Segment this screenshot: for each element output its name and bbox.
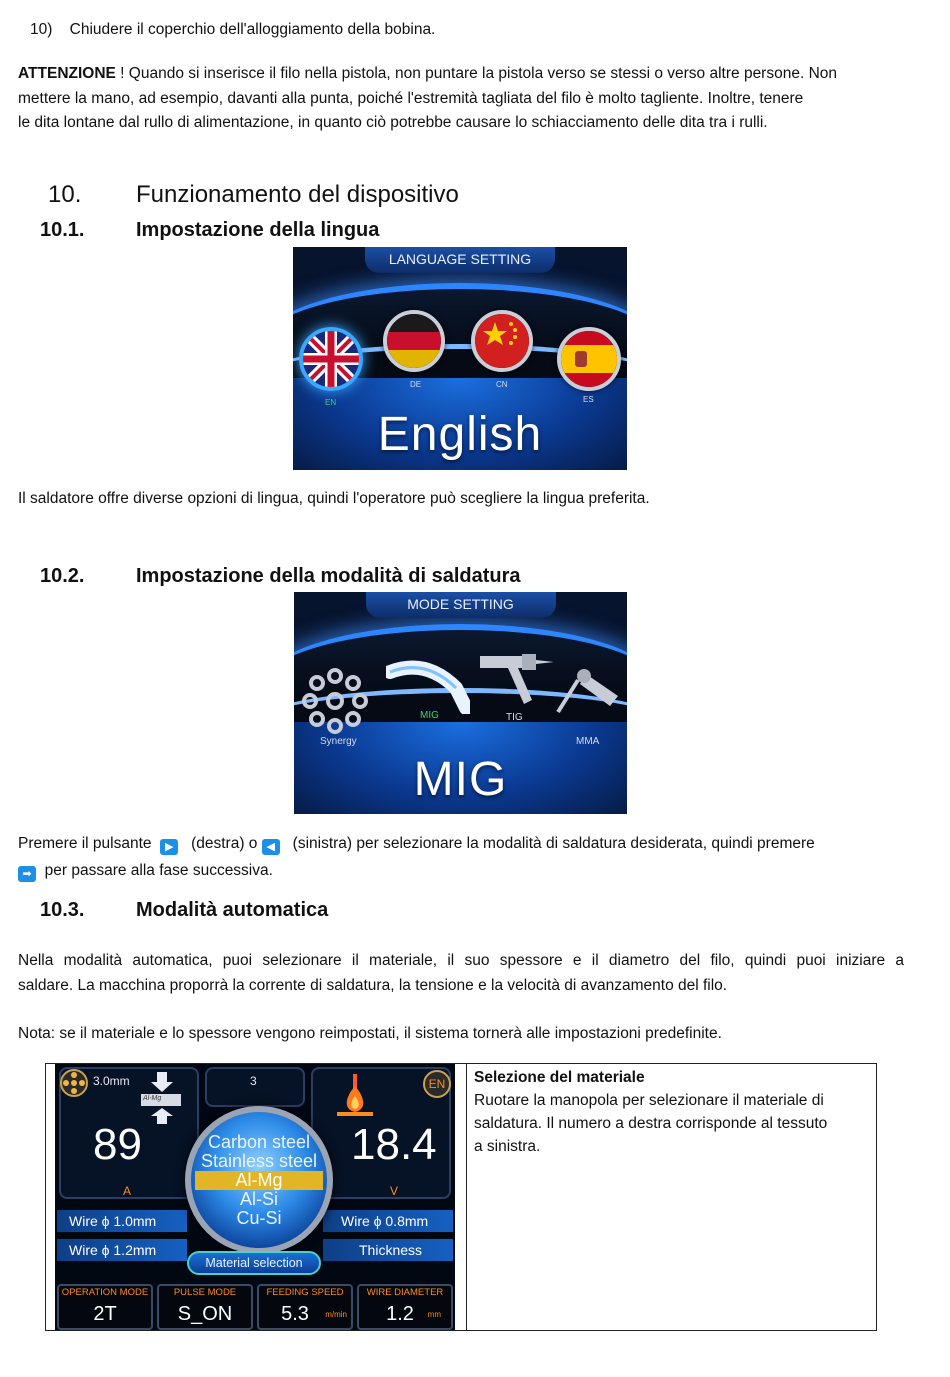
language-paragraph bbox=[18, 487, 650, 512]
wire-option-left-1[interactable]: Wire ϕ 1.0mm bbox=[57, 1210, 187, 1232]
section-heading-10-3 bbox=[40, 899, 328, 922]
mode-text-c: (sinistra) per selezionare la modalità di saldatura desiderata, quindi premere bbox=[292, 835, 815, 852]
mma-holder-icon[interactable] bbox=[556, 666, 622, 723]
germany-flag-icon[interactable] bbox=[383, 310, 445, 372]
current-value: 89 bbox=[93, 1120, 142, 1169]
mode-label-synergy: Synergy bbox=[320, 736, 357, 747]
auto-text-line-2: saldare. La macchina proporrà la corrente di saldatura, la tensione e la velocità di avanzamento del filo. bbox=[18, 976, 728, 994]
param-value: S_ON bbox=[177, 1303, 233, 1325]
param-title: OPERATION MODE bbox=[61, 1287, 149, 1298]
auto-text-line-1: Nella modalità automatica, puoi selezionare il materiale, il suo spessore e il diametro del filo, quindi puoi iniziare a bbox=[18, 952, 904, 969]
thickness-option[interactable]: Thickness bbox=[323, 1239, 453, 1261]
flag-label-es: ES bbox=[583, 395, 594, 404]
mode-text-d: per passare alla fase successiva. bbox=[44, 861, 273, 879]
material-selection-table bbox=[45, 1063, 877, 1331]
current-unit: A bbox=[123, 1184, 132, 1198]
auto-mode-paragraph bbox=[18, 949, 904, 998]
auto-mode-screen bbox=[55, 1064, 455, 1330]
torch-flame-icon bbox=[335, 1074, 375, 1123]
material-item[interactable]: Stainless steel bbox=[200, 1151, 318, 1171]
material-list bbox=[195, 1133, 323, 1228]
mode-setting-screen bbox=[294, 592, 627, 814]
thickness-top: 3.0mm bbox=[93, 1074, 130, 1088]
center-number: 3 bbox=[250, 1074, 257, 1088]
section-heading-10-1 bbox=[40, 219, 379, 242]
section-heading-10 bbox=[48, 181, 459, 209]
param-unit: m/min bbox=[325, 1310, 347, 1319]
heading-number: 10.3. bbox=[40, 899, 85, 921]
material-selection-button[interactable]: Material selection bbox=[187, 1251, 321, 1275]
right-arrow-key-icon: ▶ bbox=[160, 839, 178, 855]
heading-title: Modalità automatica bbox=[136, 899, 329, 921]
flag-label-en: EN bbox=[325, 398, 337, 407]
note-text: Nota: se il materiale e lo spessore vengono reimpostati, il sistema tornerà alle impostazioni predefinite. bbox=[18, 1025, 722, 1042]
material-item[interactable]: Carbon steel bbox=[207, 1132, 311, 1152]
synergy-icon[interactable] bbox=[300, 668, 370, 739]
language-text: Il saldatore offre diverse opzioni di lingua, quindi l'operatore può scegliere la lingua preferita. bbox=[18, 490, 650, 507]
mode-text-b: (destra) o bbox=[191, 835, 258, 852]
material-item[interactable]: Al-Si bbox=[239, 1189, 278, 1209]
selected-language: English bbox=[377, 408, 543, 461]
pulse-mode-box[interactable] bbox=[157, 1284, 253, 1330]
cell-title: Selezione del materiale bbox=[474, 1069, 645, 1086]
warning-line-1: ! Quando si inserisce il filo nella pistola, non puntare la pistola verso se stessi o verso altre persone. Non bbox=[115, 65, 838, 82]
mode-label-mma: MMA bbox=[576, 736, 600, 747]
material-item[interactable]: Cu-Si bbox=[236, 1208, 282, 1228]
material-tag: Al-Mg bbox=[143, 1095, 162, 1102]
cell-line-1: Ruotare la manopola per selezionare il materiale di bbox=[474, 1092, 824, 1109]
wire-option-right-1[interactable]: Wire ϕ 0.8mm bbox=[323, 1210, 453, 1232]
heading-title: Impostazione della lingua bbox=[136, 219, 380, 241]
voltage-value: 18.4 bbox=[351, 1120, 437, 1169]
tig-torch-icon[interactable] bbox=[478, 650, 558, 715]
material-item-selected[interactable]: Al-Mg bbox=[195, 1171, 323, 1190]
warning-paragraph bbox=[18, 62, 918, 136]
uk-flag-icon[interactable] bbox=[299, 327, 363, 391]
feeding-speed-box[interactable] bbox=[257, 1284, 353, 1330]
screen-title: MODE SETTING bbox=[366, 592, 556, 618]
heading-number: 10.1. bbox=[40, 219, 85, 241]
param-value: 2T bbox=[93, 1303, 117, 1325]
step-number: 10) bbox=[30, 21, 53, 38]
wire-diameter-box[interactable] bbox=[357, 1284, 453, 1330]
screen-title: LANGUAGE SETTING bbox=[365, 247, 555, 273]
mode-paragraph bbox=[18, 832, 918, 883]
flag-label-cn: CN bbox=[496, 380, 508, 389]
wire-reel-icon[interactable] bbox=[59, 1068, 89, 1103]
note-paragraph bbox=[18, 1022, 722, 1047]
param-title: WIRE DIAMETER bbox=[366, 1287, 444, 1298]
param-unit: mm bbox=[427, 1310, 441, 1319]
heading-title: Impostazione della modalità di saldatura bbox=[136, 565, 521, 587]
warning-label: ATTENZIONE bbox=[18, 65, 116, 82]
step-text: Chiudere il coperchio dell'alloggiamento della bobina. bbox=[69, 21, 436, 38]
china-flag-icon[interactable] bbox=[471, 310, 533, 372]
heading-number: 10. bbox=[48, 181, 82, 208]
language-setting-screen bbox=[293, 247, 627, 470]
step-10 bbox=[30, 18, 435, 43]
param-value: 1.2 bbox=[386, 1303, 414, 1325]
mode-label-tig: TIG bbox=[506, 712, 523, 723]
table-divider bbox=[466, 1064, 467, 1330]
spain-flag-icon[interactable] bbox=[557, 327, 621, 391]
cell-line-3: a sinistra. bbox=[474, 1138, 541, 1155]
language-button[interactable]: EN bbox=[423, 1070, 451, 1098]
operation-mode-box[interactable] bbox=[57, 1284, 153, 1330]
warning-line-3: le dita lontane dal rullo di alimentazione, in quanto ciò potrebbe causare lo schiacciamento delle dita tra i rulli. bbox=[18, 114, 768, 131]
material-cell-text bbox=[474, 1066, 870, 1158]
flag-label-de: DE bbox=[410, 380, 422, 389]
enter-arrow-key-icon: ➡ bbox=[18, 866, 36, 882]
mode-text-a: Premere il pulsante bbox=[18, 835, 152, 852]
mode-label-mig: MIG bbox=[420, 710, 439, 721]
voltage-unit: V bbox=[390, 1184, 399, 1198]
heading-number: 10.2. bbox=[40, 565, 85, 587]
wire-option-left-2[interactable]: Wire ϕ 1.2mm bbox=[57, 1239, 187, 1261]
warning-line-2: mettere la mano, ad esempio, davanti alla punta, poiché l'estremità tagliata del filo è molto tagliente. Inoltre, tenere bbox=[18, 89, 804, 107]
heading-title: Funzionamento del dispositivo bbox=[136, 181, 459, 208]
selected-mode: MIG bbox=[413, 753, 508, 806]
section-heading-10-2 bbox=[40, 565, 521, 588]
param-title: FEEDING SPEED bbox=[266, 1287, 344, 1298]
cell-line-2: saldatura. Il numero a destra corrisponde al tessuto bbox=[474, 1115, 828, 1132]
param-title: PULSE MODE bbox=[173, 1287, 237, 1298]
param-value: 5.3 bbox=[281, 1303, 309, 1325]
left-arrow-key-icon: ◀ bbox=[262, 839, 280, 855]
